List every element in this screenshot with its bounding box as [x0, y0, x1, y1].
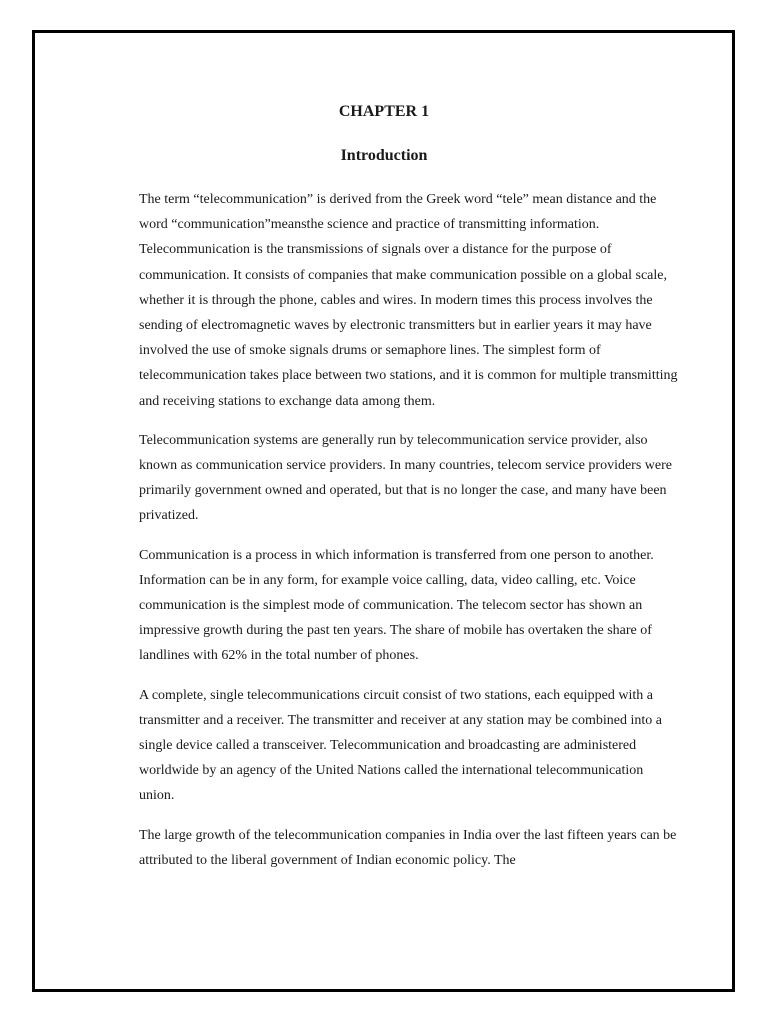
- chapter-heading: CHAPTER 1: [338, 103, 430, 120]
- paragraph: Telecommunication systems are generally run by telecommunication service provider, also known as communication service providers. In many countries, telecom service providers were primarily government owned and operated, but that is no longer the case, and many have been privatized.: [139, 432, 672, 524]
- section-heading: Introduction: [340, 147, 428, 164]
- paragraph: The large growth of the telecommunication companies in India over the last fifteen years can be attributed to the liberal government of Indian economic policy. The: [139, 827, 677, 868]
- paragraph: A complete, single telecommunications circuit consist of two stations, each equipped with a transmitter and a receiver. The transmitter and receiver at any station may be combined into a single device called a transceiver. Telecommunication and broadcasting are administered worldwide by an agency of the United Nations called the international telecommunication union.: [139, 687, 662, 804]
- paragraph: Communication is a process in which information is transferred from one person to another. Information can be in any form, for example voice calling, data, video calling, etc. Voice communication is the simplest mode of communication. The telecom sector has shown an impressive growth during the past ten years. The share of mobile has overtaken the share of landlines with 62% in the total number of phones.: [139, 547, 654, 664]
- body-text: [139, 187, 679, 887]
- paragraph: The term “telecommunication” is derived from the Greek word “tele” mean distance and the word “communication”meansthe science and practice of transmitting information. Telecommunication is the transmissions of signals over a distance for the purpose of communication. It consists of companies that make communication possible on a global scale, whether it is through the phone, cables and wires. In modern times this process involves the sending of electromagnetic waves by electronic transmitters but in earlier years it may have involved the use of smoke signals drums or semaphore lines. The simplest form of telecommunication takes place between two stations, and it is common for multiple transmitting and receiving stations to exchange data among them.: [139, 192, 678, 409]
